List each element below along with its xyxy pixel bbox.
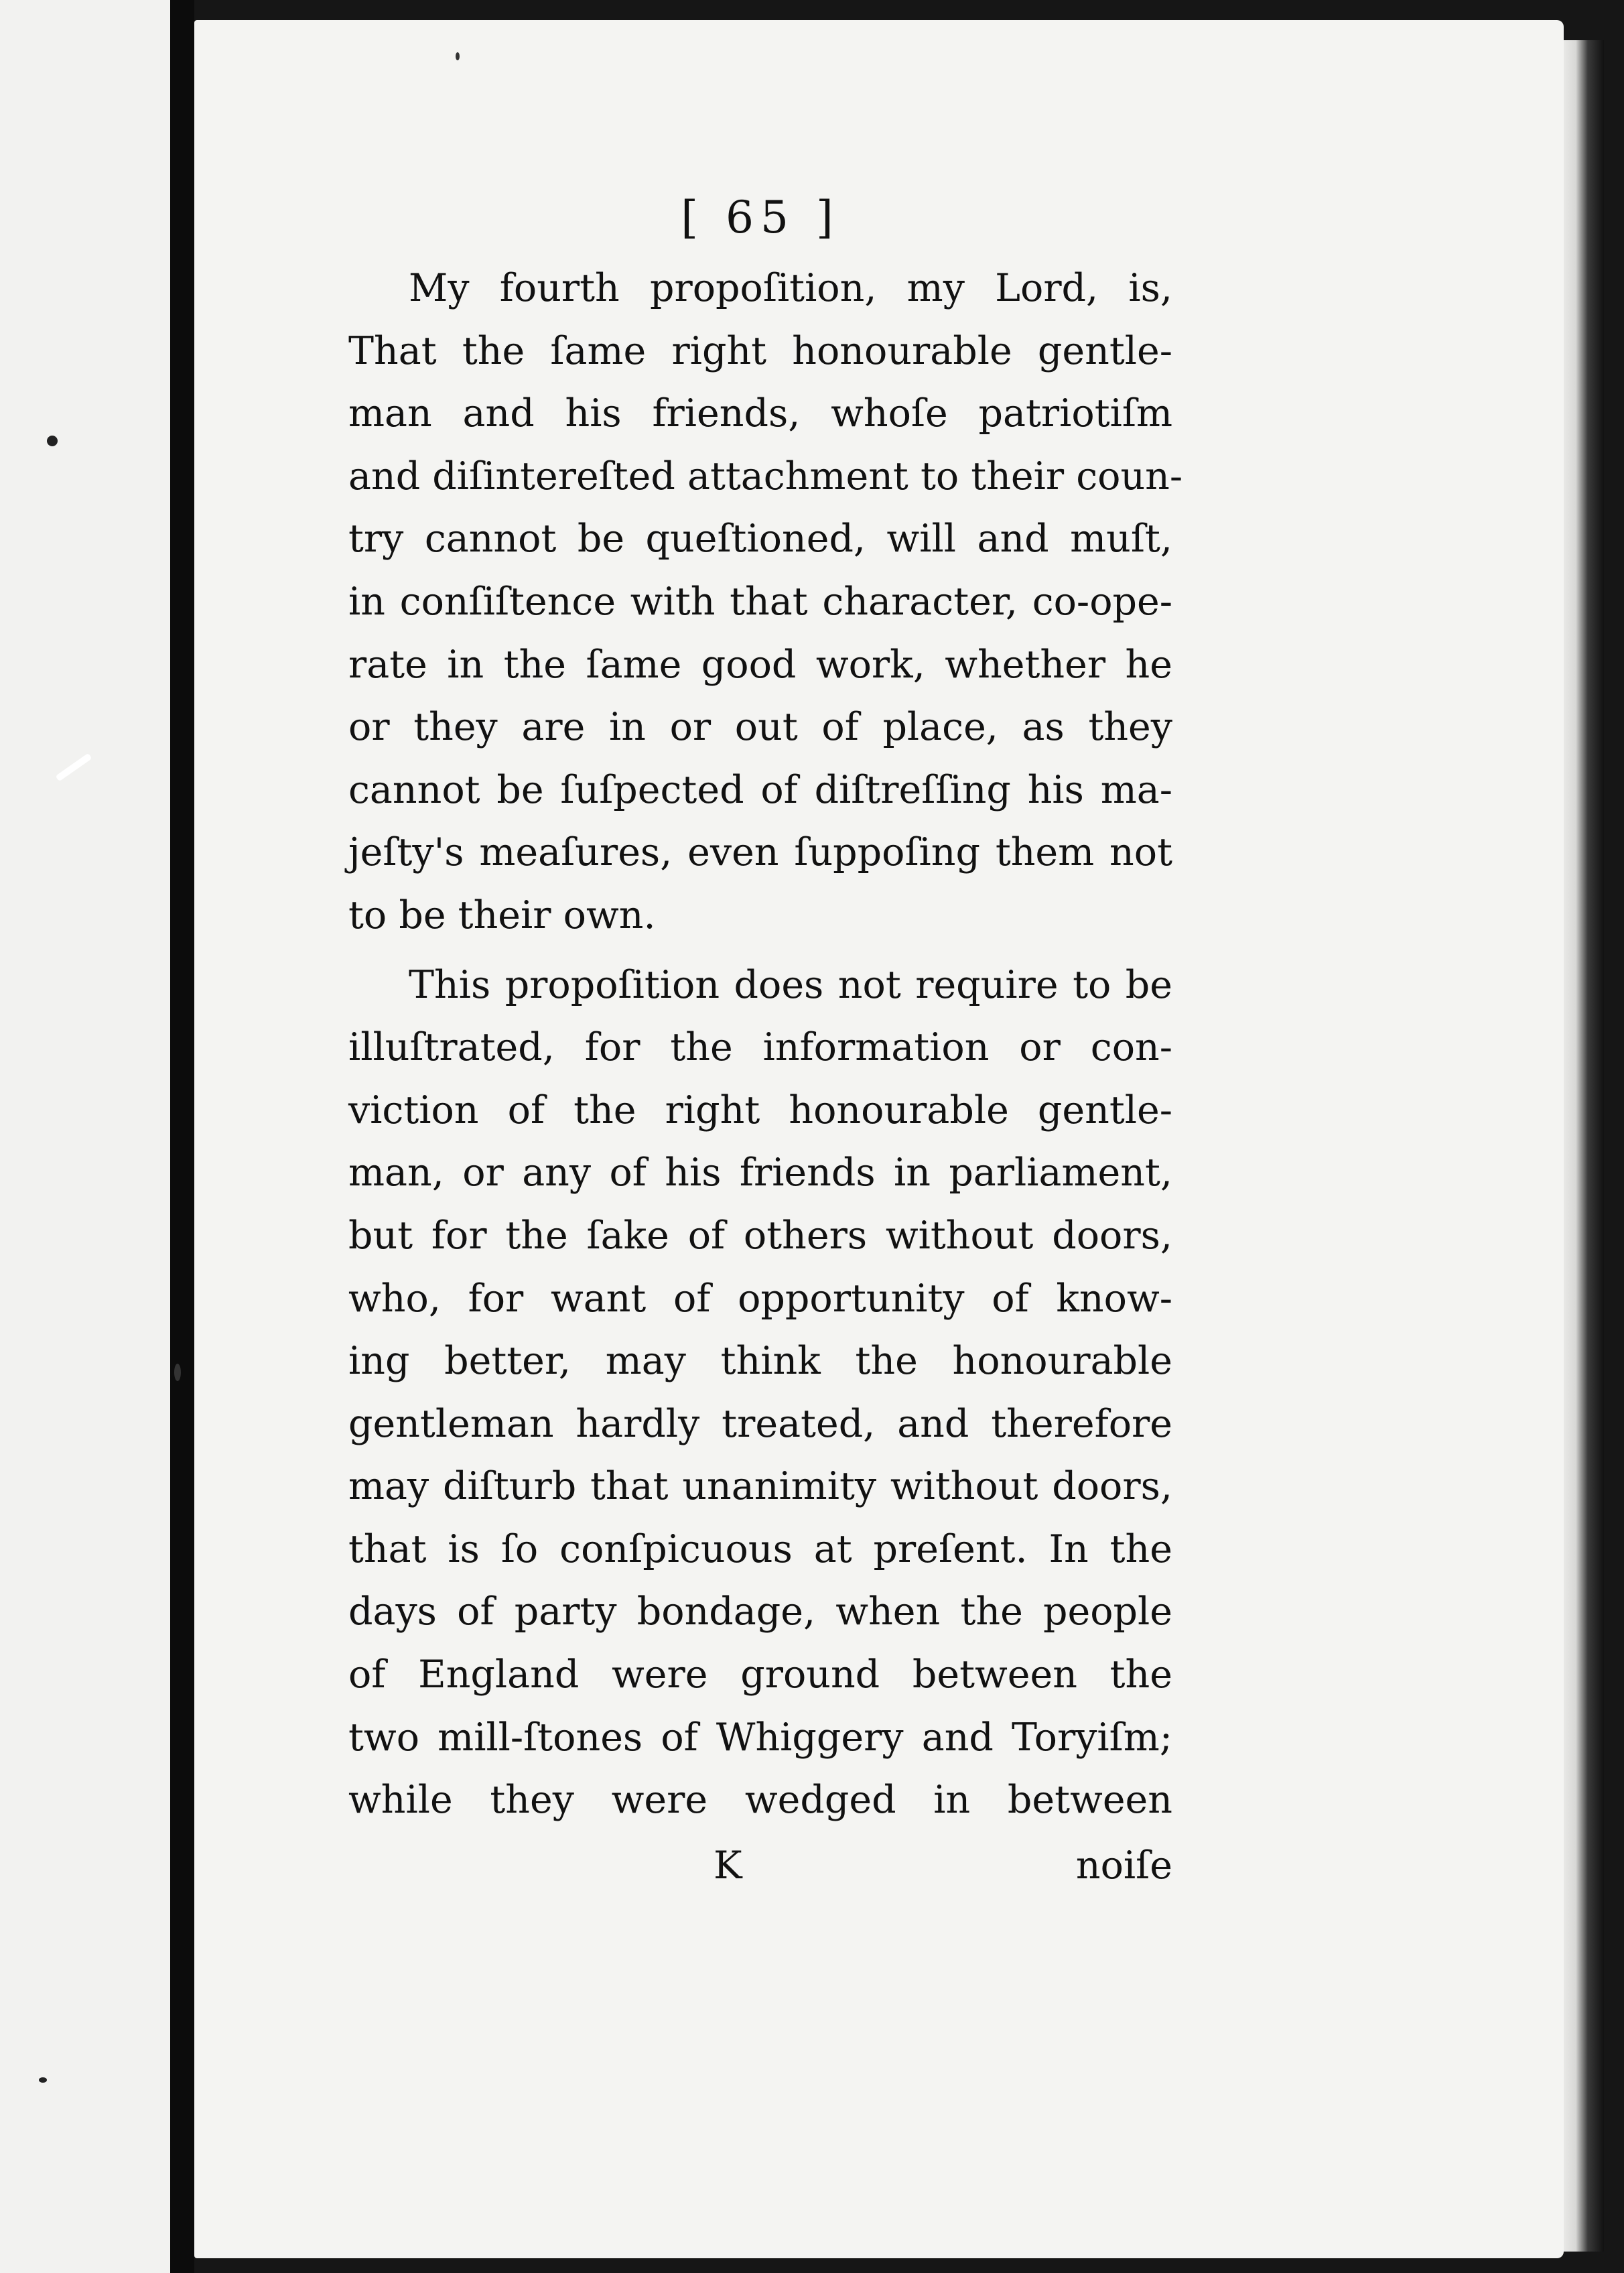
- paragraph: [348, 954, 1172, 1832]
- text-line: and diſintereſted attachment to their coun-: [348, 454, 1183, 499]
- signature-mark: K: [714, 1843, 742, 1888]
- text-line: may diſturb that unanimity without doors,: [348, 1464, 1172, 1509]
- text-line: in conſiſtence with that character, co-ope-: [348, 579, 1172, 624]
- text-line: man and his friends, whoſe patriotiſm: [348, 391, 1172, 436]
- text-line: that is ſo conſpicuous at preſent. In the: [348, 1527, 1172, 1571]
- text-line: This propoſition does not require to be: [409, 962, 1172, 1007]
- page-number: [ 65 ]: [681, 192, 840, 243]
- ink-speck: [174, 1364, 181, 1381]
- facing-page-edge: [0, 0, 170, 2273]
- ink-speck: [39, 2077, 47, 2083]
- paragraph: [348, 257, 1183, 948]
- ink-speck: [47, 436, 58, 446]
- text-line: who, for want of opportunity of know-: [348, 1276, 1172, 1321]
- text-line: ing better, may think the honourable: [348, 1339, 1172, 1384]
- page-text-block: [348, 188, 1183, 1897]
- text-line: days of party bondage, when the people: [348, 1589, 1172, 1634]
- page-footer: [348, 1835, 1172, 1898]
- text-line: viction of the right honourable gentle-: [348, 1088, 1172, 1132]
- text-line: My fourth propoſition, my Lord, is,: [409, 266, 1172, 310]
- catchword: noiſe: [1075, 1843, 1172, 1888]
- text-line: two mill-ſtones of Whiggery and Toryiſm;: [348, 1715, 1172, 1760]
- text-line: jeſty's meaſures, even ſuppoſing them not: [348, 830, 1172, 875]
- ink-speck: [456, 52, 460, 60]
- text-line: illuſtrated, for the information or con-: [348, 1025, 1172, 1070]
- text-line: man, or any of his friends in parliament,: [348, 1151, 1172, 1195]
- page-fore-edge: [1564, 40, 1604, 2252]
- text-line: try cannot be queſtioned, will and muſt,: [348, 517, 1172, 562]
- binding-gutter: [170, 0, 194, 2273]
- text-line: of England were ground between the: [348, 1652, 1172, 1697]
- text-line: to be their own.: [348, 893, 656, 937]
- text-line: That the ſame right honourable gentle-: [348, 328, 1172, 373]
- text-line: cannot be ſuſpected of diſtreſſing his ma-: [348, 767, 1172, 812]
- text-line: or they are in or out of place, as they: [348, 705, 1172, 750]
- text-line: while they were wedged in between: [348, 1778, 1172, 1823]
- paragraph-spacer: [348, 948, 1172, 954]
- text-line: gentleman hardly treated, and therefore: [348, 1401, 1172, 1446]
- text-line: rate in the ſame good work, whether he: [348, 642, 1172, 687]
- paper-crease: [56, 753, 92, 782]
- text-line: but for the ſake of others without doors,: [348, 1213, 1172, 1258]
